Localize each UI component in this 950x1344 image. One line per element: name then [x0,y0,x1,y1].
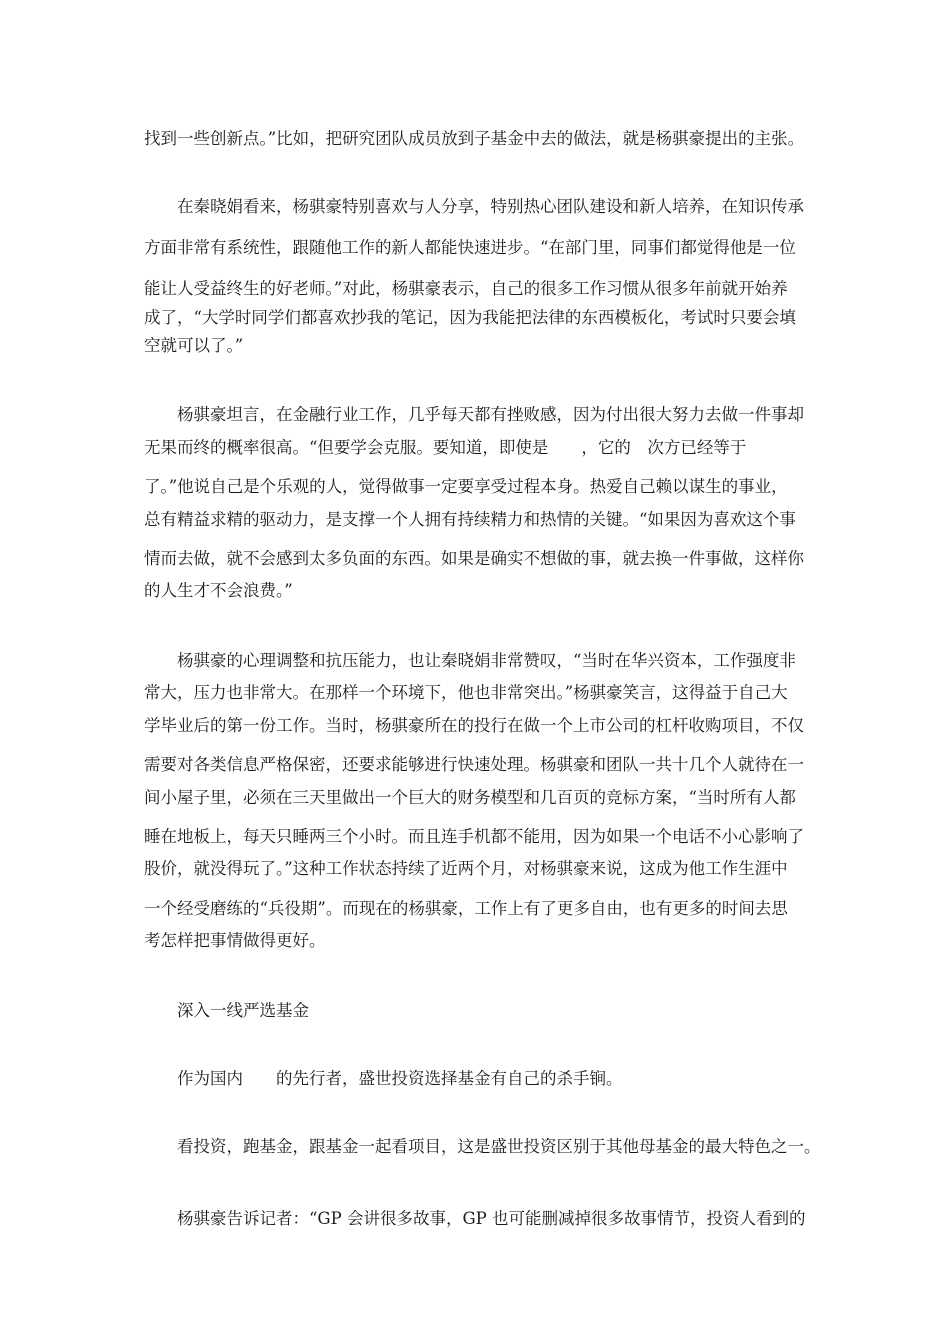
paragraph-4-line-1: 杨骐豪的心理调整和抗压能力，也让秦晓娟非常赞叹，“当时在华兴资本，工作强度非 [177,651,796,670]
paragraph-4-line-7: 股价，就没得玩了。”这种工作状态持续了近两个月，对杨骐豪来说，这成为他工作生涯中 [144,859,788,878]
paragraph-2-line-5: 空就可以了。” [144,336,244,355]
paragraph-6-line-1: 看投资，跑基金，跟基金一起看项目，这是盛世投资区别于其他母基金的最大特色之一。 [177,1137,821,1156]
paragraph-4-line-3: 学毕业后的第一份工作。当时，杨骐豪所在的投行在做一个上市公司的杠杆收购项目，不仅 [144,716,804,735]
paragraph-3-line-6: 的人生才不会浪费。” [144,581,293,600]
paragraph-4-line-6: 睡在地板上，每天只睡两三个小时。而且连手机都不能用，因为如果一个电话不小心影响了 [144,827,804,846]
paragraph-4-line-9: 考怎样把事情做得更好。 [144,931,326,950]
section-heading: 深入一线严选基金 [177,1001,309,1020]
paragraph-3-line-5: 情而去做，就不会感到太多负面的东西。如果是确实不想做的事，就去换一件事做，这样你 [144,549,804,568]
paragraph-4-line-2: 常大，压力也非常大。在那样一个环境下，他也非常突出。”杨骐豪笑言，这得益于自己大 [144,683,788,702]
paragraph-2-line-2: 方面非常有系统性，跟随他工作的新人都能快速进步。“在部门里，同事们都觉得他是一位 [144,238,796,257]
paragraph-2-line-1: 在秦晓娟看来，杨骐豪特别喜欢与人分享，特别热心团队建设和新人培养，在知识传承 [177,197,804,216]
paragraph-3-line-3: 了。”他说自己是个乐观的人，觉得做事一定要享受过程本身。热爱自己赖以谋生的事业， [144,477,788,496]
paragraph-3-line-4: 总有精益求精的驱动力，是支撑一个人拥有持续精力和热情的关键。“如果因为喜欢这个事 [144,510,796,529]
paragraph-1-line-1: 找到一些创新点。”比如，把研究团队成员放到子基金中去的做法，就是杨骐豪提出的主张。 [144,129,805,148]
paragraph-4-line-8: 一个经受磨练的“兵役期”。而现在的杨骐豪，工作上有了更多自由，也有更多的时间去思 [144,899,788,918]
paragraph-7-line-1: 杨骐豪告诉记者：“GP 会讲很多故事，GP 也可能删减掉很多故事情节，投资人看到的 [177,1209,806,1228]
paragraph-5-line-1: 作为国内 的先行者，盛世投资选择基金有自己的杀手锏。 [177,1069,623,1088]
paragraph-4-line-4: 需要对各类信息严格保密，还要求能够进行快速处理。杨骐豪和团队一共十几个人就待在一 [144,755,804,774]
paragraph-3-line-2: 无果而终的概率很高。“但要学会克服。要知道，即使是 ，它的 次方已经等于 [144,438,747,457]
paragraph-2-line-3: 能让人受益终生的好老师。”对此，杨骐豪表示，自己的很多工作习惯从很多年前就开始养 [144,279,788,298]
paragraph-4-line-5: 间小屋子里，必须在三天里做出一个巨大的财务模型和几百页的竞标方案，“当时所有人都 [144,788,796,807]
paragraph-2-line-4: 成了，“大学时同学们都喜欢抄我的笔记，因为我能把法律的东西模板化，考试时只要会填 [144,308,796,327]
paragraph-3-line-1: 杨骐豪坦言，在金融行业工作，几乎每天都有挫败感，因为付出很大努力去做一件事却 [177,405,804,424]
